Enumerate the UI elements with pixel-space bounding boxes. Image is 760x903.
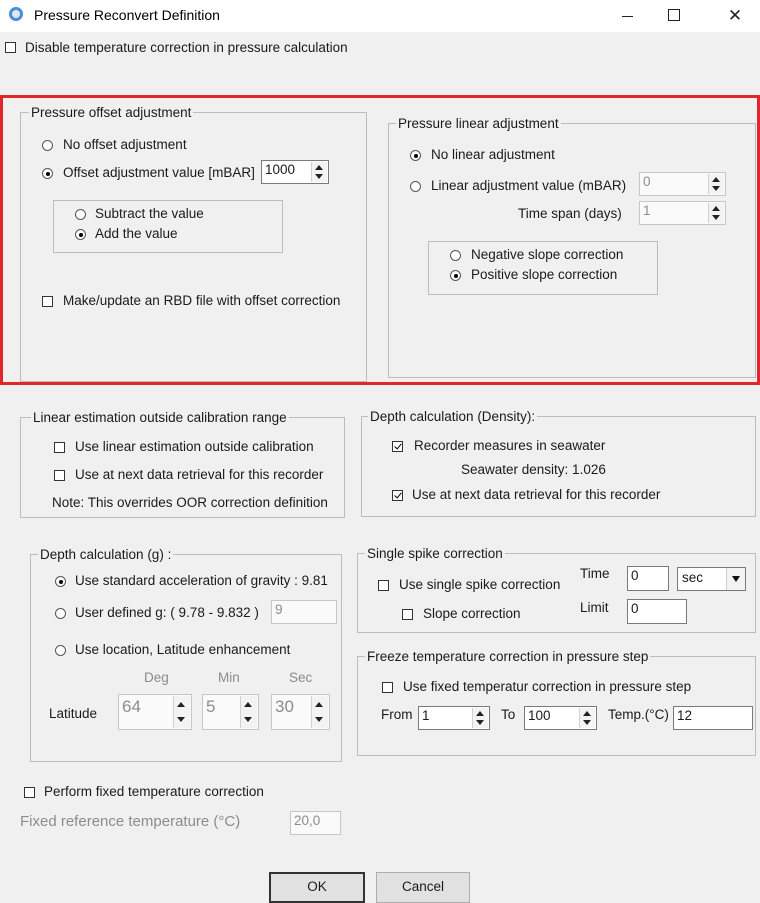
slope-correction-checkbox[interactable]: [402, 609, 413, 620]
density-next-checkbox[interactable]: [392, 490, 403, 501]
min-label: Min: [218, 670, 240, 685]
deg-label: Deg: [144, 670, 169, 685]
title-bar: [0, 0, 760, 32]
standard-gravity-radio[interactable]: [55, 576, 66, 587]
spin-up-icon: [177, 702, 185, 707]
limit-label: Limit: [580, 600, 609, 615]
close-icon: ✕: [727, 6, 743, 25]
spin-up-icon: [315, 702, 323, 707]
seawater-label: Recorder measures in seawater: [414, 438, 606, 453]
offset-value: 1000: [265, 162, 296, 177]
spin-up-icon: [476, 711, 484, 716]
use-linear-label: Use linear estimation outside calibration: [75, 439, 314, 454]
disable-temp-label: Disable temperature correction in pressure calculation: [25, 40, 348, 55]
minimize-button[interactable]: [604, 0, 650, 32]
add-label: Add the value: [95, 226, 178, 241]
no-linear-label: No linear adjustment: [431, 147, 555, 162]
negative-slope-label: Negative slope correction: [471, 247, 624, 262]
timespan-value: 1: [643, 203, 651, 218]
density-value: Seawater density: 1.026: [461, 462, 606, 477]
spin-down-icon: [476, 720, 484, 725]
from-spinner[interactable]: [418, 706, 490, 730]
subtract-label: Subtract the value: [95, 206, 204, 221]
close-button[interactable]: [712, 0, 758, 32]
time-label: Time: [580, 566, 610, 581]
latitude-deg-spinner[interactable]: [118, 694, 192, 730]
positive-slope-label: Positive slope correction: [471, 267, 618, 282]
spike-group: [357, 553, 756, 633]
location-label: Use location, Latitude enhancement: [75, 642, 291, 657]
chevron-down-icon: [726, 568, 745, 590]
spin-down-icon: [177, 717, 185, 722]
location-radio[interactable]: [55, 645, 66, 656]
to-spinner[interactable]: [524, 706, 597, 730]
density-next-label: Use at next data retrieval for this recorder: [412, 487, 661, 502]
ok-button[interactable]: OK: [269, 872, 365, 903]
time-unit-select[interactable]: [677, 567, 746, 591]
disable-temp-checkbox[interactable]: [5, 42, 16, 53]
time-input[interactable]: 0: [627, 566, 669, 591]
freeze-group-title: Freeze temperature correction in pressure step: [367, 649, 649, 664]
from-label: From: [381, 707, 413, 722]
latitude-deg-value: 64: [122, 697, 141, 716]
min-spin-buttons[interactable]: [240, 696, 257, 728]
spin-down-icon: [244, 717, 252, 722]
deg-spin-buttons[interactable]: [173, 696, 190, 728]
gravity-group-title: Depth calculation (g) :: [40, 547, 172, 562]
use-spike-checkbox[interactable]: [378, 580, 389, 591]
latitude-min-spinner[interactable]: [202, 694, 259, 730]
ref-temp-input[interactable]: 20,0: [290, 811, 341, 835]
highlight-box: [0, 95, 760, 385]
slope-correction-label: Slope correction: [423, 606, 521, 621]
cancel-button[interactable]: Cancel: [376, 872, 470, 903]
ref-temp-label: Fixed reference temperature (°C): [20, 813, 241, 830]
latitude-min-value: 5: [206, 697, 216, 716]
to-label: To: [501, 707, 516, 722]
latitude-label: Latitude: [49, 706, 98, 721]
user-gravity-radio[interactable]: [55, 608, 66, 619]
sec-label: Sec: [289, 670, 313, 685]
seawater-checkbox[interactable]: [392, 441, 403, 452]
fixed-temp-checkbox[interactable]: [24, 787, 35, 798]
use-fixed-step-checkbox[interactable]: [382, 682, 393, 693]
temp-label: Temp.(°C): [608, 707, 669, 722]
maximize-icon: [668, 9, 680, 21]
fixed-temp-label: Perform fixed temperature correction: [44, 784, 264, 799]
linear-group-title: Pressure linear adjustment: [398, 116, 559, 131]
use-linear-checkbox[interactable]: [54, 442, 65, 453]
from-value: 1: [422, 708, 430, 723]
use-spike-label: Use single spike correction: [399, 577, 561, 592]
rbd-label: Make/update an RBD file with offset correction: [63, 293, 341, 308]
from-spin-buttons[interactable]: [472, 708, 488, 728]
maximize-button[interactable]: [651, 0, 697, 32]
standard-gravity-label: Use standard acceleration of gravity : 9.81: [75, 573, 328, 588]
app-icon: [9, 7, 23, 21]
use-fixed-step-label: Use fixed temperatur correction in pressure step: [403, 679, 692, 694]
latitude-sec-value: 30: [275, 697, 294, 716]
to-spin-buttons[interactable]: [579, 708, 595, 728]
timespan-label: Time span (days): [518, 206, 622, 221]
spin-up-icon: [583, 711, 591, 716]
linear-value-label: Linear adjustment value (mBAR): [431, 178, 627, 193]
time-unit-value: sec: [682, 570, 704, 585]
user-gravity-label: User defined g: ( 9.78 - 9.832 ): [75, 605, 259, 620]
limit-input[interactable]: 0: [627, 599, 687, 624]
offset-value-label: Offset adjustment value [mBAR]: [63, 165, 255, 180]
linest-next-checkbox[interactable]: [54, 470, 65, 481]
linest-group-title: Linear estimation outside calibration range: [33, 410, 287, 425]
window-title: Pressure Reconvert Definition: [34, 7, 220, 23]
offset-group-title: Pressure offset adjustment: [31, 105, 192, 120]
linear-value: 0: [643, 174, 651, 189]
sec-spin-buttons[interactable]: [311, 696, 328, 728]
latitude-sec-spinner[interactable]: [271, 694, 330, 730]
linest-note: Note: This overrides OOR correction definition: [52, 495, 328, 510]
spin-down-icon: [583, 720, 591, 725]
to-value: 100: [528, 708, 551, 723]
spike-group-title: Single spike correction: [367, 546, 503, 561]
user-gravity-input[interactable]: 9: [271, 600, 337, 624]
temp-input[interactable]: 12: [673, 706, 753, 730]
no-offset-label: No offset adjustment: [63, 137, 187, 152]
spin-down-icon: [315, 717, 323, 722]
minimize-icon: [622, 16, 633, 17]
spin-up-icon: [244, 702, 252, 707]
linest-next-label: Use at next data retrieval for this recorder: [75, 467, 324, 482]
density-group-title: Depth calculation (Density):: [370, 409, 536, 424]
